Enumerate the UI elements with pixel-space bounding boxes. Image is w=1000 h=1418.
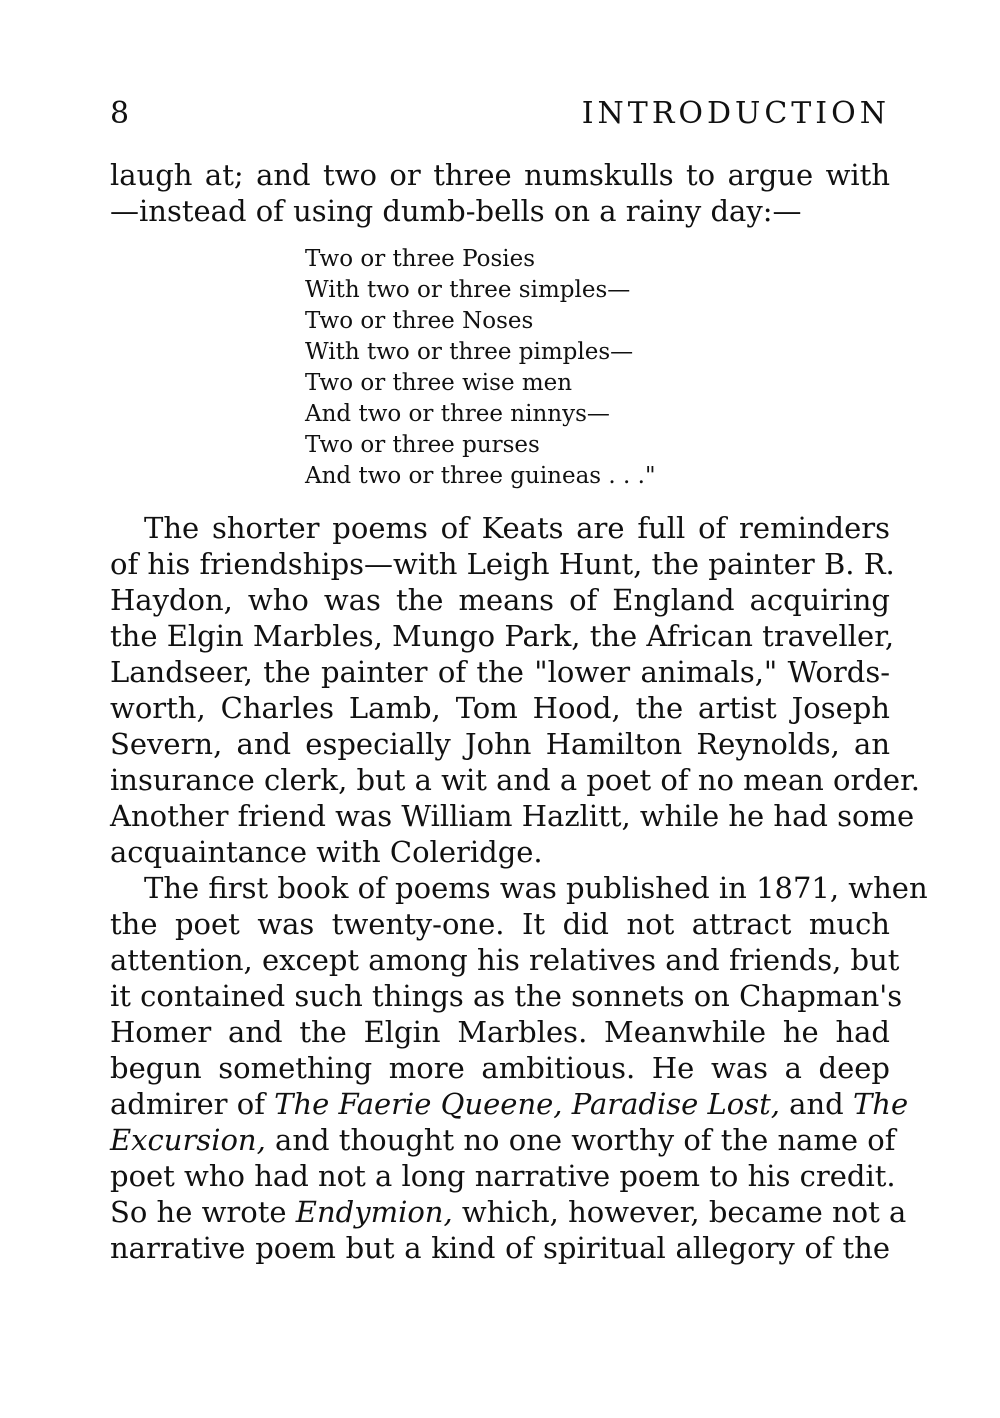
italic-title: The (852, 1087, 909, 1121)
text-line: begun something more ambitious. He was a deep (110, 1051, 890, 1085)
text-run: and (779, 1087, 853, 1121)
text-line: The shorter poems of Keats are full of reminders (144, 511, 890, 545)
text-line: Homer and the Elgin Marbles. Meanwhile he had (110, 1015, 890, 1049)
text-run: and thought no one worthy of the name of (265, 1123, 896, 1157)
text-line: the poet was twenty-one. It did not attract much (110, 907, 890, 941)
italic-title: Excursion, (110, 1123, 266, 1157)
verse-line: Two or three Noses (305, 308, 534, 334)
text-line: attention, except among his relatives and friends, but (110, 943, 900, 977)
text-line: the Elgin Marbles, Mungo Park, the African traveller, (110, 619, 895, 653)
page-header (110, 96, 890, 136)
verse-line: With two or three simples— (305, 277, 631, 303)
text-line: —instead of using dumb-bells on a rainy day:— (110, 194, 802, 228)
text-line: insurance clerk, but a wit and a poet of no mean order. (110, 763, 920, 797)
text-line: it contained such things as the sonnets on Chapman's (110, 979, 903, 1013)
text-line: Landseer, the painter of the "lower animals," Words- (110, 655, 890, 689)
paragraph-first-book (110, 870, 928, 1266)
text-run: So he wrote (110, 1195, 296, 1229)
running-title: INTRODUCTION (581, 96, 890, 131)
text-line: The first book of poems was published in 1871, when (144, 871, 928, 905)
verse-block (305, 244, 656, 492)
paragraph-friendships (110, 510, 920, 870)
text-line: narrative poem but a kind of spiritual allegory of the (110, 1231, 890, 1265)
page-number: 8 (110, 96, 130, 131)
text-line: laugh at; and two or three numskulls to argue with (110, 158, 890, 192)
text-line (110, 1194, 907, 1230)
text-line: of his friendships—with Leigh Hunt, the painter B. R. (110, 547, 895, 581)
italic-title: The Faerie Queene, Paradise Lost, (274, 1087, 780, 1121)
text-line (110, 1086, 909, 1122)
italic-title: Endymion, (295, 1195, 453, 1229)
text-line: worth, Charles Lamb, Tom Hood, the artist Joseph (110, 691, 890, 725)
text-line: poet who had not a long narrative poem to his credit. (110, 1159, 896, 1193)
text-run: which, however, became not a (452, 1195, 907, 1229)
verse-line: With two or three pimples— (305, 339, 634, 365)
text-line: Severn, and especially John Hamilton Reynolds, an (110, 727, 890, 761)
opening-text (110, 157, 890, 229)
text-line: acquaintance with Coleridge. (110, 835, 543, 869)
verse-line: Two or three Posies (305, 246, 536, 272)
text-run: admirer of (110, 1087, 275, 1121)
verse-line: And two or three guineas . . ." (305, 463, 656, 489)
text-line (110, 1122, 896, 1158)
verse-line: And two or three ninnys— (305, 401, 610, 427)
verse-line: Two or three purses (305, 432, 540, 458)
verse-line: Two or three wise men (305, 370, 573, 396)
text-line: Haydon, who was the means of England acquiring (110, 583, 890, 617)
text-line: Another friend was William Hazlitt, while he had some (110, 799, 915, 833)
